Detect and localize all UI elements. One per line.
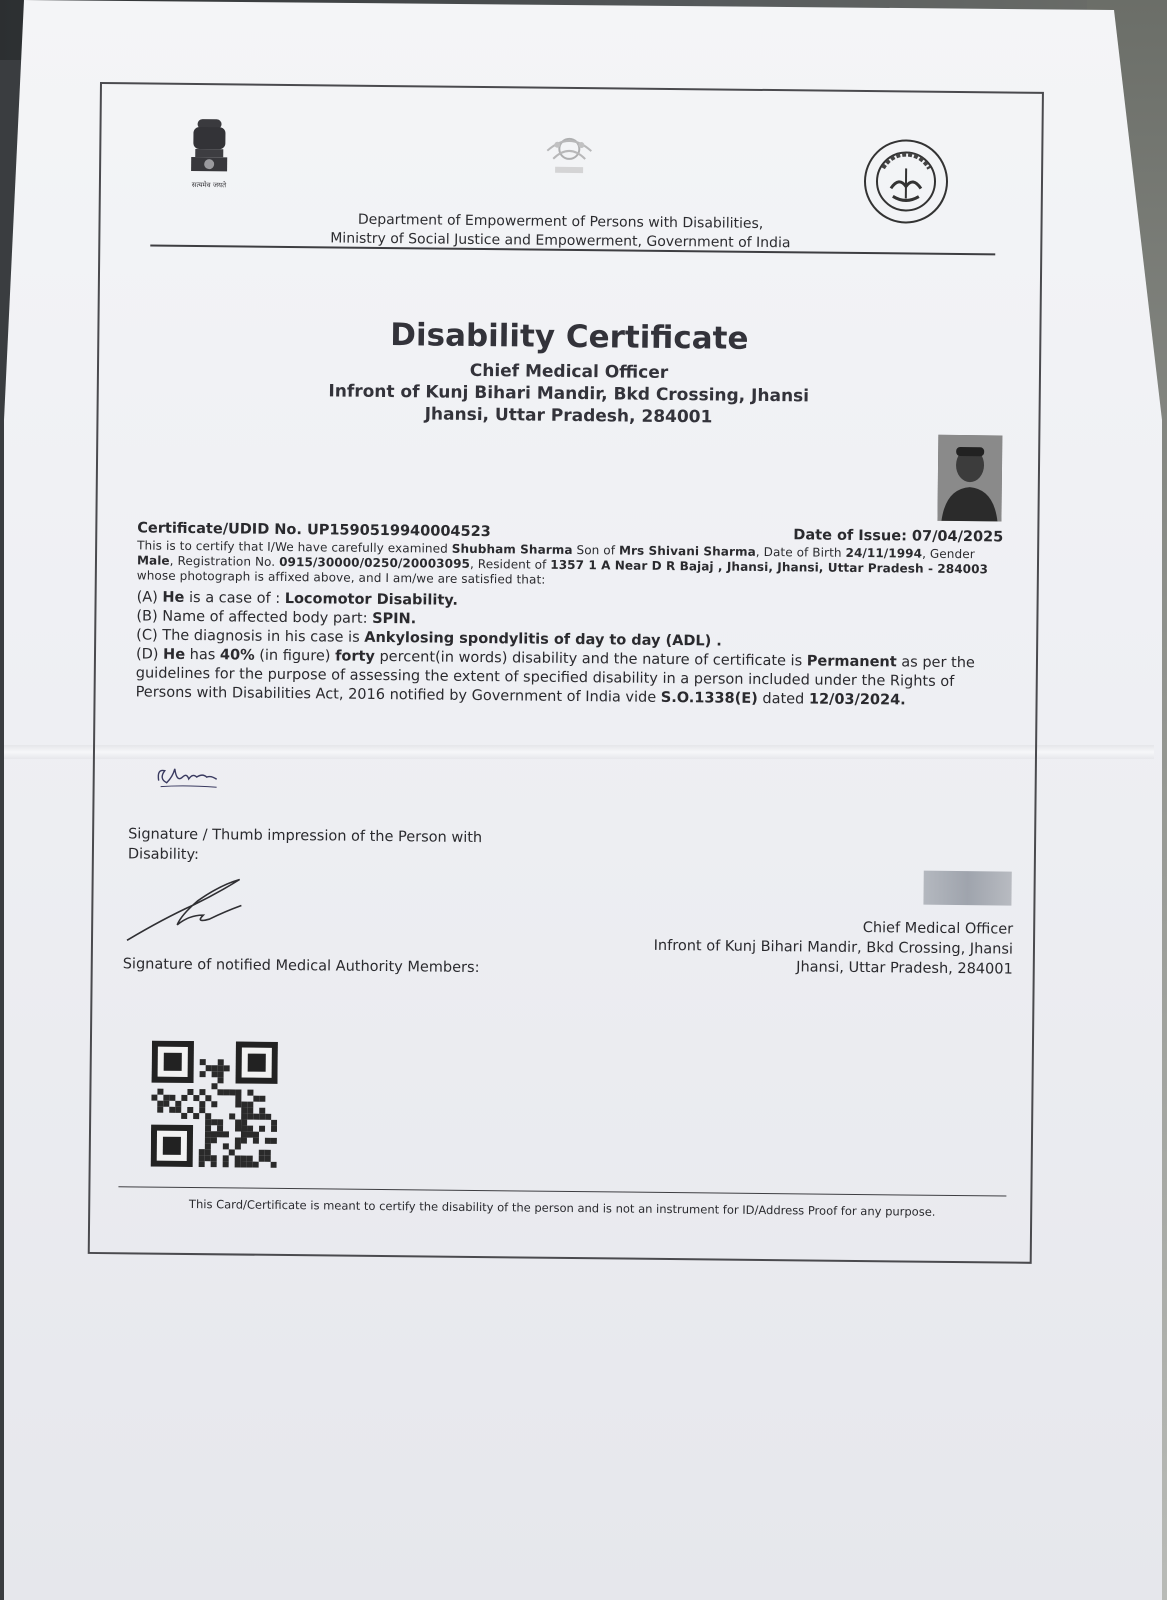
- department-line-2: Ministry of Social Justice and Empowerment, Government of India: [330, 230, 791, 252]
- statement-text: This is to certify that I/We have carefully examined: [137, 538, 452, 556]
- issue-date-value: 07/04/2025: [911, 528, 1004, 546]
- authority-signature: [123, 874, 254, 945]
- disability-percent: 40%: [219, 647, 255, 664]
- pronoun: He: [163, 646, 186, 663]
- statement-text: whose photograph is affixed above, and I am/we are satisfied that:: [136, 568, 546, 587]
- qr-code: [151, 1041, 278, 1168]
- statement-text: Son of: [572, 542, 620, 558]
- notification-number: S.O.1338(E): [660, 689, 758, 707]
- issuer-title: Chief Medical Officer: [469, 360, 669, 383]
- statement-text: , Resident of: [469, 556, 551, 572]
- person-signature: [155, 763, 225, 794]
- point-text: (B) Name of affected body part:: [136, 608, 373, 627]
- disability-type: Locomotor Disability.: [284, 590, 459, 609]
- person-signature-label: Signature / Thumb impression of the Person with Disability:: [127, 826, 483, 864]
- residence-address: 1357 1 A Near D R Bajaj , Jhansi, Jhansi, Uttar Pradesh - 284003: [550, 557, 989, 577]
- point-text: (in figure): [254, 647, 336, 665]
- statement-text: , Date of Birth: [755, 544, 846, 560]
- issue-date: [793, 527, 1003, 545]
- certification-statement: [137, 538, 1003, 592]
- footer-note: This Card/Certificate is meant to certify the disability of the person and is not an instrument for ID/Address Proof for any purpose.: [188, 1196, 936, 1219]
- point-text: (A): [136, 589, 163, 606]
- point-text: percent(in words) disability and the nature of certificate is: [374, 648, 807, 670]
- cmo-title: Chief Medical Officer: [862, 920, 1014, 938]
- national-emblem-icon: [183, 113, 236, 194]
- issuer-address-1: Infront of Kunj Bihari Mandir, Bkd Crossing, Jhansi: [328, 381, 810, 407]
- point-text: dated: [757, 690, 810, 708]
- certificate-title: Disability Certificate: [390, 317, 749, 357]
- date-of-birth: 24/11/1994: [845, 545, 923, 561]
- certificate-frame: [88, 82, 1044, 1264]
- certificate-nature: Permanent: [806, 653, 897, 671]
- cmo-stamp: [923, 871, 1011, 906]
- gender: Male: [136, 553, 170, 568]
- disability-percent-words: forty: [335, 648, 376, 665]
- cmo-address-2: Jhansi, Uttar Pradesh, 284001: [796, 959, 1013, 978]
- point-d: [136, 645, 1007, 711]
- notification-date: 12/03/2024.: [808, 691, 906, 709]
- cmo-details: [593, 915, 1014, 979]
- pronoun: He: [162, 589, 185, 606]
- footer-divider: [118, 1186, 1006, 1196]
- udid-value: UP1590519940004523: [306, 522, 491, 541]
- statement-text: , Registration No.: [169, 553, 280, 569]
- point-text: has: [184, 646, 221, 664]
- up-government-seal-icon: [863, 138, 950, 225]
- issuer-address-2: Jhansi, Uttar Pradesh, 284001: [424, 404, 713, 428]
- cmo-address-1: Infront of Kunj Bihari Mandir, Bkd Crossing, Jhansi: [653, 937, 1014, 958]
- assessment-points: [136, 588, 1007, 711]
- department-line-1: Department of Empowerment of Persons with Disabilities,: [357, 211, 764, 232]
- point-text: as per the guidelines for the purpose of assessing the extent of specified disability in a person included under the Rights of Persons with Disabilities Act, 2016 notified by Government of India vide: [135, 654, 975, 706]
- authority-signature-label: Signature of notified Medical Authority Members:: [122, 956, 480, 977]
- udid-label: Certificate/UDID No.: [137, 520, 308, 539]
- diagnosis: Ankylosing spondylitis of day to day (ADL) .: [364, 629, 722, 650]
- parent-name: Mrs Shivani Sharma: [618, 543, 756, 559]
- svg-text:सत्यमेव जयते: सत्यमेव जयते: [191, 180, 227, 190]
- statement-text: , Gender: [922, 546, 975, 562]
- g20-logo-icon: [533, 129, 606, 190]
- issuer-block: [248, 358, 889, 431]
- point-text: (D): [135, 646, 164, 663]
- person-name: Shubham Sharma: [451, 541, 573, 557]
- affected-body-part: SPIN.: [372, 610, 417, 628]
- issue-date-label: Date of Issue:: [793, 527, 913, 545]
- registration-number: 0915/30000/0250/20003095: [279, 554, 471, 571]
- point-text: is a case of :: [184, 589, 285, 607]
- point-text: (C) The diagnosis in his case is: [136, 627, 365, 646]
- applicant-photo: [937, 435, 1002, 522]
